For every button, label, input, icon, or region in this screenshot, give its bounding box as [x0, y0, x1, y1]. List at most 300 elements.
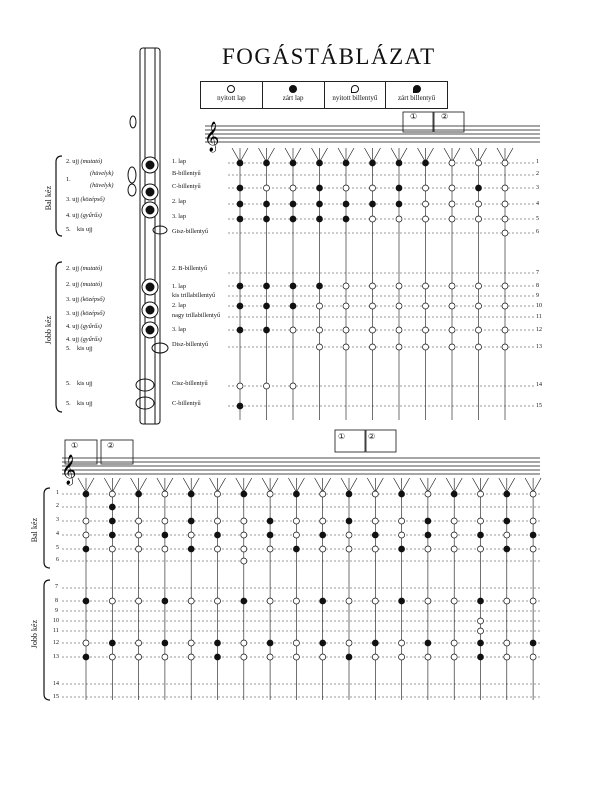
fingering-dot	[320, 518, 326, 524]
b-row-num-5: 5	[56, 545, 59, 551]
fingering-dot	[83, 546, 89, 552]
fingering-dot	[343, 185, 349, 191]
fingering-dot	[237, 160, 243, 166]
fingering-dot	[267, 491, 273, 497]
fingering-dot	[237, 201, 243, 207]
treble-clef-icon-bottom: 𝄞	[61, 455, 77, 485]
lh-key-3: C-billentyű	[172, 183, 201, 190]
fingering-dot	[83, 654, 89, 660]
fingering-dot	[237, 403, 243, 409]
fingering-dot	[162, 654, 168, 660]
fingering-dot	[162, 598, 168, 604]
treble-clef-icon: 𝄞	[204, 122, 220, 152]
fingering-dot	[396, 160, 402, 166]
fingering-dot	[476, 201, 482, 207]
fingering-dot	[241, 518, 247, 524]
fingering-dot	[264, 383, 270, 389]
fingering-dot	[530, 640, 536, 646]
fingering-dot	[449, 201, 455, 207]
fingering-dot	[320, 640, 326, 646]
legend-label: zárt lap	[282, 94, 304, 102]
fingering-dot	[317, 216, 323, 222]
lh-key-5: 3. lap	[172, 213, 186, 220]
fingering-dot	[293, 598, 299, 604]
fingering-dot	[425, 518, 431, 524]
circled-two-bottom-b: ②	[368, 432, 376, 441]
fingering-dot	[264, 185, 270, 191]
b-row-num-3: 3	[56, 517, 59, 523]
row-num-6: 6	[536, 229, 539, 235]
fingering-dot	[317, 283, 323, 289]
fingering-dot	[370, 201, 376, 207]
fingering-dot	[317, 303, 323, 309]
b-row-num-10: 10	[53, 618, 59, 624]
circled-one-bottom-b: ①	[338, 432, 346, 441]
fingering-dot	[451, 654, 457, 660]
flute-hole-2	[146, 188, 154, 196]
fingering-dot	[346, 598, 352, 604]
fingering-dot	[317, 327, 323, 333]
fingering-dot	[399, 654, 405, 660]
fingering-dot	[451, 491, 457, 497]
fingering-dot	[502, 344, 508, 350]
rh-finger-10: 3. ujj (középső)	[66, 310, 105, 317]
fingering-dot	[399, 546, 405, 552]
fingering-dot	[320, 654, 326, 660]
fingering-dot	[399, 598, 405, 604]
rh-key-10: 2. lap	[172, 302, 186, 309]
fingering-dot	[372, 598, 378, 604]
fingering-dot	[370, 344, 376, 350]
b-row-num-7: 7	[55, 584, 58, 590]
fingering-dot	[396, 327, 402, 333]
fingering-dot	[396, 283, 402, 289]
fingering-dot	[476, 303, 482, 309]
fingering-dot	[425, 640, 431, 646]
b-row-num-15: 15	[53, 694, 59, 700]
rh-key-8: 1. lap	[172, 283, 186, 290]
fingering-dot	[264, 327, 270, 333]
fingering-dot	[83, 640, 89, 646]
fingering-dot	[317, 160, 323, 166]
row-num-1: 1	[536, 159, 539, 165]
fingering-dot	[425, 532, 431, 538]
fingering-dot	[478, 518, 484, 524]
fingering-dot	[423, 283, 429, 289]
fingering-dot	[530, 654, 536, 660]
fingering-dot	[267, 640, 273, 646]
rh-finger-13: 5. kis ujj	[66, 345, 93, 352]
fingering-dot	[267, 598, 273, 604]
rh-key-12: 3. lap	[172, 326, 186, 333]
fingering-dot	[399, 491, 405, 497]
fingering-dot	[320, 546, 326, 552]
flute-hole-6	[146, 326, 154, 334]
row-num-4: 4	[536, 201, 539, 207]
b-row-num-8: 8	[55, 598, 58, 604]
fingering-dot	[502, 283, 508, 289]
fingering-dot	[478, 654, 484, 660]
fingering-dot	[162, 532, 168, 538]
fingering-dot	[293, 518, 299, 524]
top-staff	[205, 126, 540, 142]
fingering-dot	[264, 201, 270, 207]
row-num-9: 9	[536, 293, 539, 299]
fingering-dot	[449, 185, 455, 191]
fingering-dot	[267, 532, 273, 538]
fingering-dot	[343, 344, 349, 350]
fingering-dot	[425, 546, 431, 552]
fingering-dot	[109, 654, 115, 660]
fingering-dot	[241, 546, 247, 552]
row-num-15: 15	[536, 403, 542, 409]
fingering-dot	[293, 654, 299, 660]
fingering-dot	[372, 518, 378, 524]
fingering-dot	[370, 185, 376, 191]
fingering-dot	[237, 303, 243, 309]
fingering-dot	[425, 491, 431, 497]
b-row-num-9: 9	[55, 608, 58, 614]
fingering-dot	[372, 640, 378, 646]
fingering-dot	[136, 532, 142, 538]
row-num-5: 5	[536, 216, 539, 222]
fingering-dot	[451, 640, 457, 646]
row-num-3: 3	[536, 185, 539, 191]
b-row-num-13: 13	[53, 654, 59, 660]
fingering-dot	[370, 160, 376, 166]
fingering-dot	[423, 201, 429, 207]
fingering-dot	[372, 532, 378, 538]
rh-finger-11: 4. ujj (gyűrűs)	[66, 323, 102, 330]
fingering-dot	[136, 546, 142, 552]
fingering-dot	[109, 640, 115, 646]
fingering-dot	[267, 546, 273, 552]
lh-finger-2-note: (hüvelyk)	[90, 170, 114, 177]
bottom-staff	[62, 458, 540, 474]
fingering-dot	[317, 344, 323, 350]
rh-finger-15: 5. kis ujj	[66, 400, 93, 407]
fingering-dot	[502, 201, 508, 207]
fingering-dot	[425, 654, 431, 660]
top-fingering-grid	[228, 148, 534, 420]
fingering-dot	[293, 532, 299, 538]
fingering-dot	[136, 518, 142, 524]
lh-finger-1: 2. ujj (mutató)	[66, 158, 103, 165]
bottom-fingering-grid	[62, 478, 541, 700]
row-num-13: 13	[536, 344, 542, 350]
fingering-dot	[215, 491, 221, 497]
fingering-dot	[478, 546, 484, 552]
fingering-dot	[504, 640, 510, 646]
fingering-dot	[372, 546, 378, 552]
row-num-10: 10	[536, 303, 542, 309]
fingering-dot	[343, 327, 349, 333]
fingering-dot	[372, 654, 378, 660]
fingering-dot	[83, 518, 89, 524]
rh-key-13: Disz-billentyű	[172, 341, 209, 348]
legend-label: zárt billentyű	[398, 94, 436, 102]
fingering-dot	[346, 491, 352, 497]
fingering-dot	[476, 344, 482, 350]
fingering-dot	[264, 160, 270, 166]
fingering-dot	[188, 654, 194, 660]
fingering-dot	[317, 201, 323, 207]
fingering-dot	[343, 216, 349, 222]
fingering-dot	[109, 598, 115, 604]
fingering-dot	[504, 598, 510, 604]
fingering-dot	[293, 640, 299, 646]
lh-finger-4: 3. ujj (középső)	[66, 196, 105, 203]
rh-finger-12: 4. ujj (gyűrűs)	[66, 336, 102, 343]
fingering-dot	[478, 640, 484, 646]
lh-key-6: Gisz-billentyű	[172, 228, 209, 235]
fingering-dot	[530, 518, 536, 524]
left-hand-label-bottom: Bal kéz	[30, 518, 39, 543]
fingering-dot	[449, 283, 455, 289]
fingering-dot	[478, 532, 484, 538]
fingering-dot	[109, 504, 115, 510]
rh-key-15: C-billentyű	[172, 400, 201, 407]
fingering-dot	[343, 201, 349, 207]
fingering-dot	[476, 160, 482, 166]
fingering-dot	[346, 654, 352, 660]
fingering-dot	[370, 283, 376, 289]
fingering-dot	[237, 383, 243, 389]
fingering-dot	[502, 160, 508, 166]
fingering-dot	[370, 327, 376, 333]
fingering-dot	[237, 327, 243, 333]
fingering-dot	[423, 216, 429, 222]
fingering-dot	[241, 640, 247, 646]
fingering-dot	[241, 598, 247, 604]
fingering-dot	[504, 654, 510, 660]
fingering-dot	[451, 518, 457, 524]
fingering-dot	[478, 598, 484, 604]
fingering-dot	[83, 598, 89, 604]
fingering-dot	[423, 344, 429, 350]
flute-hole-5	[146, 306, 154, 314]
fingering-dot	[290, 327, 296, 333]
fingering-dot	[396, 344, 402, 350]
fingering-dot	[293, 491, 299, 497]
fingering-dot	[237, 216, 243, 222]
fingering-dot	[396, 303, 402, 309]
circled-one-bottom: ①	[71, 441, 79, 450]
flute-hole-1	[146, 161, 154, 169]
fingering-dot	[502, 185, 508, 191]
fingering-dot	[370, 303, 376, 309]
left-hand-label: Bal kéz	[44, 186, 53, 211]
fingering-dot	[136, 654, 142, 660]
fingering-dot	[504, 518, 510, 524]
fingering-dot	[320, 491, 326, 497]
fingering-dot	[346, 640, 352, 646]
fingering-dot	[264, 303, 270, 309]
fingering-dot	[215, 598, 221, 604]
fingering-dot	[136, 640, 142, 646]
fingering-dot	[290, 201, 296, 207]
fingering-dot	[241, 654, 247, 660]
fingering-dot	[83, 491, 89, 497]
fingering-dot	[188, 546, 194, 552]
circled-two-top: ②	[441, 112, 449, 121]
rh-finger-14: 5. kis ujj	[66, 380, 93, 387]
fingering-dot	[290, 216, 296, 222]
b-row-num-4: 4	[56, 531, 59, 537]
fingering-dot	[320, 598, 326, 604]
legend-label: nyitott lap	[217, 94, 246, 102]
fingering-dot	[317, 185, 323, 191]
fingering-dot	[188, 491, 194, 497]
fingering-dot	[502, 216, 508, 222]
fingering-dot	[346, 518, 352, 524]
lh-finger-6: 5. kis ujj	[66, 226, 93, 233]
fingering-dot	[109, 491, 115, 497]
flute-hole-4	[146, 283, 154, 291]
fingering-dot	[530, 546, 536, 552]
fingering-dot	[215, 532, 221, 538]
fingering-dot	[162, 546, 168, 552]
fingering-dot	[502, 230, 508, 236]
fingering-dot	[162, 518, 168, 524]
rh-key-11: nagy trillabillentyű	[172, 312, 221, 319]
fingering-dot	[267, 518, 273, 524]
fingering-dot	[502, 303, 508, 309]
fingering-dot	[215, 654, 221, 660]
lh-key-4: 2. lap	[172, 198, 186, 205]
fingering-dot	[449, 303, 455, 309]
fingering-dot	[109, 546, 115, 552]
fingering-dot	[188, 640, 194, 646]
fingering-dot	[423, 327, 429, 333]
rh-finger-8: 2. ujj (mutató)	[66, 281, 103, 288]
row-num-7: 7	[536, 270, 539, 276]
fingering-dot	[215, 640, 221, 646]
b-row-num-11: 11	[53, 628, 59, 634]
page-title: FOGÁSTÁBLÁZAT	[222, 44, 436, 69]
fingering-dot	[530, 598, 536, 604]
rh-key-9: kis trillabillentyű	[172, 292, 216, 299]
fingering-dot	[136, 598, 142, 604]
fingering-dot	[188, 598, 194, 604]
lh-finger-2: 1.	[66, 176, 71, 183]
fingering-dot	[290, 383, 296, 389]
b-row-num-6: 6	[56, 557, 59, 563]
fingering-dot	[188, 532, 194, 538]
row-num-11: 11	[536, 314, 542, 320]
fingering-dot	[449, 160, 455, 166]
fingering-dot	[476, 283, 482, 289]
fingering-dot	[478, 618, 484, 624]
fingering-dot	[264, 283, 270, 289]
fingering-dot	[343, 303, 349, 309]
row-num-8: 8	[536, 283, 539, 289]
fingering-dot	[290, 185, 296, 191]
fingering-dot	[451, 546, 457, 552]
fingering-dot	[449, 344, 455, 350]
fingering-dot	[476, 185, 482, 191]
fingering-dot	[423, 303, 429, 309]
rh-key-7: 2. B-billentyű	[172, 265, 207, 272]
fingering-dot	[449, 327, 455, 333]
fingering-dot	[425, 598, 431, 604]
fingering-dot	[162, 491, 168, 497]
lh-finger-5: 4. ujj (gyűrűs)	[66, 212, 102, 219]
fingering-dot	[476, 216, 482, 222]
fingering-dot	[290, 303, 296, 309]
flute-tube	[140, 48, 160, 424]
fingering-dot	[449, 216, 455, 222]
fingering-dot	[451, 598, 457, 604]
fingering-dot	[476, 327, 482, 333]
fingering-dot	[502, 327, 508, 333]
fingering-dot	[346, 546, 352, 552]
fingering-dot	[423, 160, 429, 166]
fingering-dot	[396, 216, 402, 222]
fingering-dot	[396, 201, 402, 207]
fingering-dot	[504, 491, 510, 497]
rh-key-14: Cisz-billentyű	[172, 380, 208, 387]
lh-finger-3-note: (hüvelyk)	[90, 182, 114, 189]
lh-key-1: 1. lap	[172, 158, 186, 165]
circled-two-bottom: ②	[107, 441, 115, 450]
fingering-dot	[267, 654, 273, 660]
fingering-dot	[188, 518, 194, 524]
fingering-dot	[83, 532, 89, 538]
fingering-dot	[320, 532, 326, 538]
fingering-dot	[162, 640, 168, 646]
fingering-dot	[290, 283, 296, 289]
fingering-dot	[372, 491, 378, 497]
fingering-dot	[215, 546, 221, 552]
right-hand-label-bottom: Jobb kéz	[30, 620, 39, 649]
fingering-dot	[504, 546, 510, 552]
row-num-2: 2	[536, 171, 539, 177]
fingering-dot	[478, 491, 484, 497]
fingering-dot	[241, 532, 247, 538]
fingering-dot	[215, 518, 221, 524]
fingering-dot	[399, 518, 405, 524]
legend-label: nyitott billentyű	[332, 94, 378, 102]
fingering-dot	[293, 546, 299, 552]
fingering-dot	[504, 532, 510, 538]
b-row-num-12: 12	[53, 640, 59, 646]
circled-one-top: ①	[410, 112, 418, 121]
fingering-dot	[399, 640, 405, 646]
right-hand-label: Jobb kéz	[44, 316, 53, 345]
fingering-dot	[451, 532, 457, 538]
fingering-dot	[396, 185, 402, 191]
fingering-dot	[370, 216, 376, 222]
lh-key-2: B-billentyű	[172, 170, 201, 177]
fingering-dot	[136, 491, 142, 497]
fingering-dot	[530, 532, 536, 538]
fingering-dot	[290, 160, 296, 166]
flute-hole-3	[146, 206, 154, 214]
b-row-num-14: 14	[53, 681, 59, 687]
fingering-dot	[346, 532, 352, 538]
fingering-dot	[478, 628, 484, 634]
b-row-num-2: 2	[56, 503, 59, 509]
fingering-dot	[343, 283, 349, 289]
fingering-dot	[109, 532, 115, 538]
fingering-dot	[241, 558, 247, 564]
fingering-dot	[530, 491, 536, 497]
rh-finger-7: 2. ujj (mutató)	[66, 265, 103, 272]
row-num-12: 12	[536, 327, 542, 333]
fingering-dot	[399, 532, 405, 538]
fingering-dot	[237, 185, 243, 191]
